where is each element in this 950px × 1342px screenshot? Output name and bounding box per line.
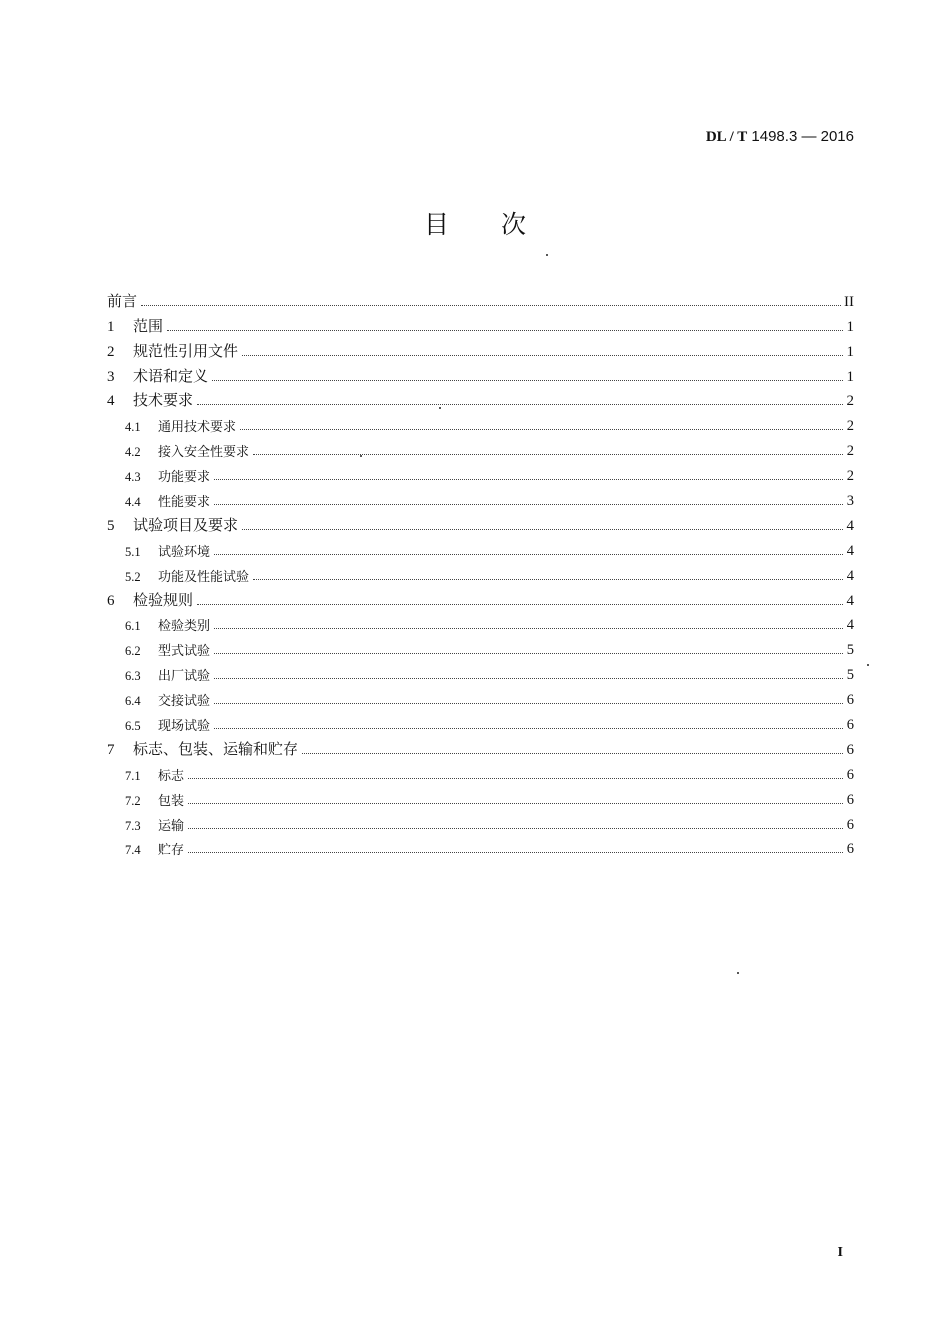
toc-entry-page: 6: [846, 741, 854, 758]
toc-entry-page: 6: [846, 692, 854, 709]
scan-speck: [867, 664, 869, 666]
toc-title: 目次: [423, 210, 578, 239]
toc-entry-page: 6: [846, 841, 854, 858]
toc-entry-label: 出厂试验: [158, 669, 211, 685]
document-code: [706, 128, 854, 146]
toc-entry-label: 技术要求: [133, 391, 194, 410]
toc-entry-number: 5: [107, 517, 115, 534]
toc-entry: [107, 709, 854, 734]
toc-dot-leader: [214, 677, 843, 679]
document-code-prefix: DL / T: [705, 129, 748, 145]
toc-entry: [107, 684, 854, 709]
toc-entry-label: 通用技术要求: [158, 420, 237, 436]
toc-dot-leader: [197, 603, 843, 605]
toc-entry-number: 7.2: [125, 793, 141, 808]
toc-entry: [107, 809, 854, 834]
toc-entry-number: 4.3: [125, 470, 141, 485]
toc-entry: [107, 485, 854, 510]
toc-dot-leader: [214, 503, 843, 505]
toc-entry-page: 5: [846, 642, 854, 659]
toc-entry: [107, 659, 854, 684]
toc-dot-leader: [242, 354, 843, 356]
toc-entry-label: 规范性引用文件: [133, 341, 239, 360]
toc-entry-number: 6.5: [125, 719, 141, 734]
toc-entry-page: 5: [846, 667, 854, 684]
toc-entry-number: 4.1: [125, 420, 141, 435]
toc-entry-number: 5.1: [125, 544, 141, 559]
toc-entry-label: 检验类别: [158, 619, 211, 635]
toc-entry-number: 4: [107, 393, 115, 410]
toc-entry-number: 6.2: [125, 644, 141, 659]
toc-dot-leader: [214, 627, 843, 629]
toc-entry: [107, 585, 854, 610]
toc-entry-page: 4: [846, 542, 854, 559]
toc-entry: [107, 386, 854, 411]
toc-entry-number: 4.4: [125, 495, 141, 510]
toc-entry: [107, 410, 854, 435]
toc-entry-label: 范围: [133, 316, 164, 335]
toc-entry-label: 型式试验: [158, 644, 211, 660]
scan-speck: [439, 407, 441, 409]
scan-speck: [737, 972, 739, 974]
toc-entry: [107, 336, 854, 361]
toc-dot-leader: [214, 727, 843, 729]
toc-entry-page: 4: [846, 592, 854, 609]
toc-dot-leader: [214, 652, 843, 654]
toc-entry-page: 2: [846, 468, 854, 485]
toc-entry-page: 1: [846, 368, 854, 385]
toc-entry-number: 5.2: [125, 569, 141, 584]
toc-entry-page: II: [844, 293, 854, 310]
toc-dot-leader: [188, 802, 843, 804]
toc-entry-label: 包装: [158, 793, 185, 809]
toc-dot-leader: [188, 827, 843, 829]
toc-entry-label: 试验环境: [158, 544, 211, 560]
toc-entry-page: 2: [846, 443, 854, 460]
toc-entry-number: 7.4: [125, 843, 141, 858]
toc-entry: [107, 460, 854, 485]
scan-speck: [360, 455, 362, 457]
toc-entry-label: 标志、包装、运输和贮存: [133, 739, 299, 758]
toc-entry-number: 1: [107, 318, 115, 335]
toc-entry: [107, 784, 854, 809]
toc-entry: [107, 759, 854, 784]
toc-entry: [107, 634, 854, 659]
toc-entry: [107, 311, 854, 336]
toc-entry: [107, 286, 854, 311]
toc-entry-page: 4: [846, 617, 854, 634]
page-number: I: [837, 1245, 843, 1260]
toc-dot-leader: [141, 304, 841, 306]
toc-entry-page: 6: [846, 816, 854, 833]
document-code-number: 1498.3 — 2016: [751, 128, 854, 145]
toc-dot-leader: [253, 578, 843, 580]
toc-entry-label: 性能要求: [158, 495, 211, 511]
toc-dot-leader: [188, 851, 843, 853]
toc-entry: [107, 610, 854, 635]
toc-entry: [107, 734, 854, 759]
toc-dot-leader: [188, 777, 843, 779]
toc-dot-leader: [253, 453, 843, 455]
toc-entry-number: 7: [107, 741, 115, 758]
toc-entry-page: 2: [846, 418, 854, 435]
toc-entry: [107, 560, 854, 585]
toc-entry-page: 4: [846, 567, 854, 584]
toc-entry-page: 3: [846, 493, 854, 510]
toc-dot-leader: [167, 329, 843, 331]
toc-entry-number: 3: [107, 368, 115, 385]
toc-dot-leader: [214, 553, 843, 555]
toc-dot-leader: [212, 379, 843, 381]
toc-entry-number: 7.1: [125, 768, 141, 783]
toc-entry: [107, 834, 854, 859]
toc-entry-label: 现场试验: [158, 719, 211, 735]
toc-entry-label: 试验项目及要求: [133, 515, 239, 534]
toc-entry-label: 标志: [158, 768, 185, 784]
toc-dot-leader: [214, 478, 843, 480]
toc-entry-number: 6: [107, 592, 115, 609]
toc-entry: [107, 535, 854, 560]
toc-entry-label: 运输: [158, 818, 185, 834]
toc-entry-page: 1: [846, 343, 854, 360]
toc-entry-label: 功能及性能试验: [158, 569, 250, 585]
toc-dot-leader: [240, 428, 843, 430]
toc-entry-label: 前言: [107, 291, 138, 310]
toc-entry-page: 6: [846, 791, 854, 808]
toc-entry-page: 6: [846, 766, 854, 783]
toc-dot-leader: [242, 528, 843, 530]
toc-entry-page: 2: [846, 393, 854, 410]
toc-entry-page: 4: [846, 517, 854, 534]
toc-entry-number: 6.4: [125, 694, 141, 709]
toc-entry-label: 功能要求: [158, 470, 211, 486]
toc-entry-number: 6.3: [125, 669, 141, 684]
toc-entry: [107, 361, 854, 386]
toc-entry-number: 7.3: [125, 818, 141, 833]
toc-entry-label: 术语和定义: [133, 366, 209, 385]
toc-entry: [107, 435, 854, 460]
table-of-contents: [107, 286, 854, 858]
toc-dot-leader: [302, 752, 843, 754]
toc-entry-label: 交接试验: [158, 694, 211, 710]
toc-entry-number: 4.2: [125, 445, 141, 460]
toc-entry-label: 贮存: [158, 843, 185, 859]
scan-speck: [546, 254, 548, 256]
toc-entry: [107, 510, 854, 535]
toc-dot-leader: [197, 403, 843, 405]
toc-entry-page: 1: [846, 318, 854, 335]
toc-dot-leader: [214, 702, 843, 704]
toc-entry-number: 2: [107, 343, 115, 360]
toc-entry-page: 6: [846, 717, 854, 734]
toc-entry-label: 检验规则: [133, 590, 194, 609]
toc-entry-number: 6.1: [125, 619, 141, 634]
toc-entry-label: 接入安全性要求: [158, 445, 250, 461]
